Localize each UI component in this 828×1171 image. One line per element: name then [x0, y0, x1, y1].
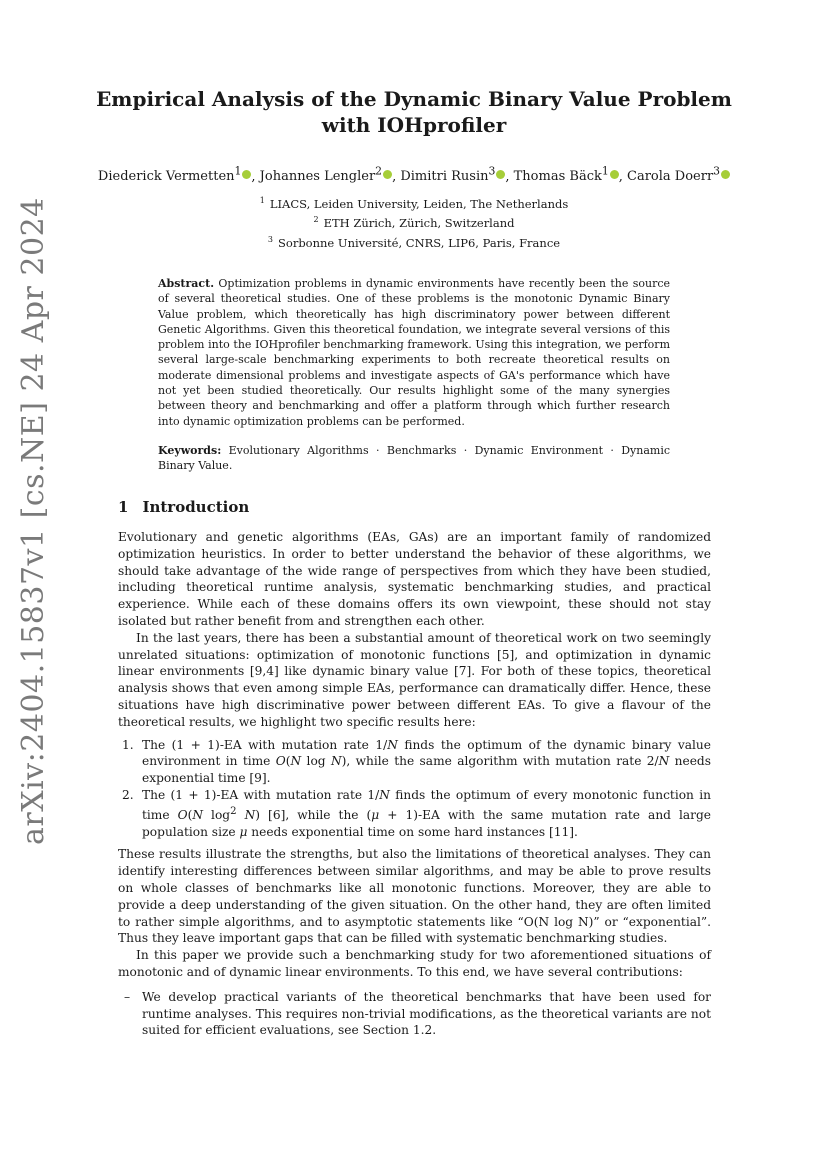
- abstract-label: Abstract.: [158, 277, 215, 290]
- list-item: 2. The (1 + 1)-EA with mutation rate 1/N finds the optimum of every monotonic function in time O(N $\log^2 N$) [6], while the (μ + 1)-EA with the same mutation rate and large population size μ needs exponential time on some hard instances [11].: [122, 787, 711, 839]
- keywords-label: Keywords:: [158, 444, 222, 457]
- author: Johannes Lengler$^2$: [260, 169, 392, 184]
- section-heading: [118, 498, 249, 516]
- affiliation: $^3$ Sorbonne Université, CNRS, LIP6, Paris, France: [267, 234, 561, 250]
- author: Carola Doerr$^3$: [627, 169, 730, 184]
- paragraph: These results illustrate the strengths, but also the limitations of theoretical analyses. They can identify interesting differences between similar algorithms, and may be able to prove results on whole classes of benchmarks like all monotonic functions. Moreover, they are able to provide a deep understanding of the given situation. On the other hand, they are often limited to rather simple algorithms, and to asymptotic statements like “O(N log N)” or “exponential”. Thus they leave important gaps that can be filled with systematic benchmarking studies.: [118, 847, 711, 946]
- orcid-icon[interactable]: [242, 170, 251, 179]
- title-line-1: Empirical Analysis of the Dynamic Binary Value Problem: [96, 87, 732, 111]
- list-marker: 2.: [122, 787, 134, 802]
- title-line-2: with IOHprofiler: [321, 113, 507, 137]
- keywords: [158, 443, 670, 474]
- body-text: [118, 529, 711, 1045]
- keywords-text: Evolutionary Algorithms · Benchmarks · Dynamic Environment · Dynamic Binary Value.: [158, 444, 670, 473]
- author: Diederick Vermetten$^1$: [98, 169, 251, 184]
- contributions-list: [118, 989, 711, 1039]
- arxiv-identifier-stamp: arXiv:2404.15837v1 [cs.NE] 24 Apr 2024: [16, 197, 51, 845]
- list-item: – We develop practical variants of the theoretical benchmarks that have been used for runtime analyses. This requires non-trivial modifications, as the theoretical variants are not suited for efficient evaluations, see Section 1.2.: [124, 989, 711, 1038]
- orcid-icon[interactable]: [721, 170, 730, 179]
- affiliation: $^2$ ETH Zürich, Zürich, Switzerland: [313, 215, 515, 231]
- affiliations: [90, 193, 738, 251]
- bullet-marker: –: [124, 989, 131, 1004]
- orcid-icon[interactable]: [496, 170, 505, 179]
- section-title: Introduction: [142, 498, 250, 516]
- affiliation: $^1$ LIACS, Leiden University, Leiden, The Netherlands: [259, 196, 569, 211]
- paragraph: In this paper we provide such a benchmarking study for two aforementioned situations of monotonic and of dynamic linear environments. To this end, we have several contributions:: [118, 948, 711, 979]
- section-number: 1: [118, 498, 129, 516]
- results-list: [118, 737, 711, 841]
- author: Thomas Bäck$^1$: [514, 169, 619, 184]
- list-item: 1. The (1 + 1)-EA with mutation rate 1/N finds the optimum of the dynamic binary value environment in time O(N log N), while the same algorithm with mutation rate 2/N needs exponential time [9].: [122, 737, 711, 786]
- paper-title: [90, 86, 738, 138]
- abstract: [158, 276, 670, 429]
- abstract-text: Optimization problems in dynamic environments have recently been the source of several theoretical studies. One of these problems is the monotonic Dynamic Binary Value problem, which theoretically has high discriminatory power between different Genetic Algorithms. Given this theoretical foundation, we integrate several versions of this problem into the IOHprofiler benchmarking framework. Using this integration, we perform several large-scale benchmarking experiments to both recreate theoretical results on moderate dimensional problems and investigate aspects of GA's performance which have not yet been studied theoretically. Our results highlight some of the many synergies between theory and benchmarking and offer a platform through which further research into dynamic optimization problems can be performed.: [158, 277, 670, 428]
- orcid-icon[interactable]: [383, 170, 392, 179]
- paragraph: Evolutionary and genetic algorithms (EAs, GAs) are an important family of randomized optimization heuristics. In order to better understand the behavior of these algorithms, we should take advantage of the wide range of perspectives from which they have been studied, including theoretical runtime analysis, systematic benchmarking studies, and practical experience. While each of these domains offers its own viewpoint, these should not stay isolated but rather benefit from and strengthen each other.: [118, 530, 711, 628]
- paragraph: In the last years, there has been a substantial amount of theoretical work on two seemingly unrelated situations: optimization of monotonic functions [5], and optimization in dynamic linear environments [9,4] like dynamic binary value [7]. For both of these topics, theoretical analysis shows that even among simple EAs, performance can dramatically differ. Hence, these situations have high discriminative power between different EAs. To give a flavour of the theoretical results, we highlight two specific results here:: [118, 630, 711, 729]
- list-marker: 1.: [122, 737, 134, 752]
- author-list: Diederick Vermetten$^1$ , Johannes Lengler$^2$ , Dimitri Rusin$^3$ , Thomas Bäck$^1$ , Carola Doerr$^3$: [90, 163, 738, 186]
- orcid-icon[interactable]: [610, 170, 619, 179]
- author: Dimitri Rusin$^3$: [400, 169, 505, 184]
